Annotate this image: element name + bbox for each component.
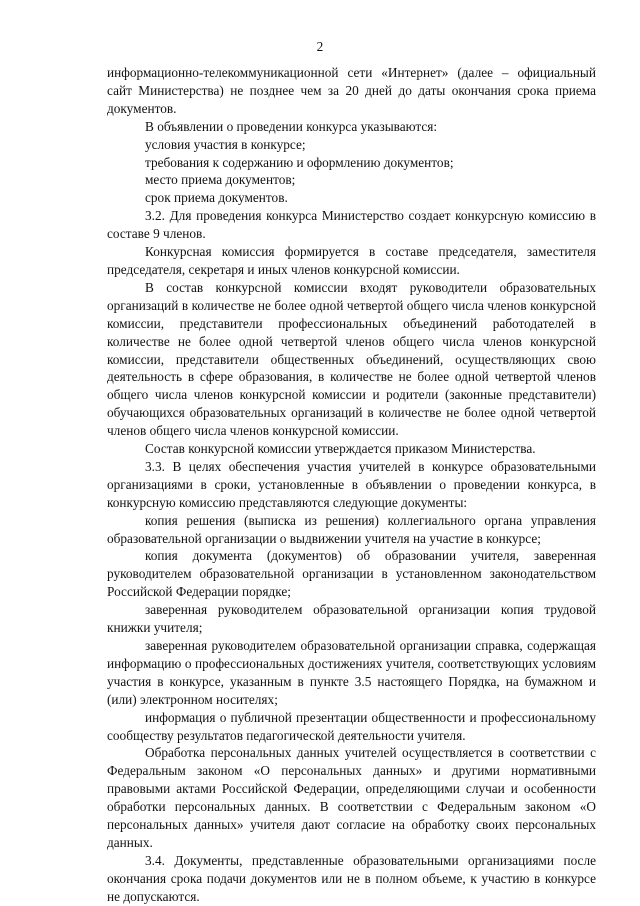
paragraph-3-2: 3.2. Для проведения конкурса Министерство создает конкурсную комиссию в составе 9 членов. [107, 208, 596, 242]
document-item-decision-copy: копия решения (выписка из решения) коллегиального органа управления образовательной организации о выдвижении учителя на участие в конкурсе; [107, 512, 596, 546]
paragraph-continuation: информационно-телекоммуникационной сети «Интернет» (далее – официальный сайт Министерства) не позднее чем за 20 дней до даты окончания срока приема документов. [107, 65, 596, 116]
list-item-deadline: срок приема документов. [145, 190, 288, 206]
paragraph-commission-formation: Конкурсная комиссия формируется в составе председателя, заместителя председателя, секретаря и иных членов конкурсной комиссии. [107, 244, 596, 277]
list-item-conditions: условия участия в конкурсе; [145, 136, 306, 152]
paragraph-commission-members: В состав конкурсной комиссии входят руководители образовательных организаций в количестве не более одной четвертой общего числа членов конкурсной комиссии, представители профессиональных объединений работодателей в количестве не более одной четвертой членов общего числа членов конкурсной комиссии, представители общественных объединений, осуществляющих свою деятельность в сфере образования, в количестве не более одной четвертой членов общего числа членов конкурсной комиссии и родители (законные представители) обучающихся образовательных организаций в количестве не более одной четвертой членов общего числа членов конкурсной комиссии. [107, 279, 596, 439]
document-item-work-book: заверенная руководителем образовательной организации копия трудовой книжки учителя; [107, 602, 596, 636]
document-item-presentation: информация о публичной презентации общественности и профессиональному сообществу результатов педагогической деятельности учителя. [107, 709, 596, 743]
paragraph-3-4: 3.4. Документы, представленные образовательными организациями после окончания срока подачи документов или не в полном объеме, к участию в конкурсе не допускаются. [107, 852, 596, 904]
document-item-education-copy: копия документа (документов) об образовании учителя, заверенная руководителем образовательной организации в установленном законодательством Российской Федерации порядке; [107, 548, 596, 600]
paragraph-personal-data: Обработка персональных данных учителей осуществляется в соответствии с Федеральным законом «О персональных данных» и другими нормативными правовыми актами Российской Федерации, определяющими случаи и особенности обработки персональных данных. В соответствии с Федеральным законом «О персональных данных» учителя дают согласие на обработку своих персональных данных. [107, 745, 596, 850]
paragraph-3-3: 3.3. В целях обеспечения участия учителей в конкурсе образовательными организациями в сроки, установленные в объявлении о проведении конкурса, в конкурсную комиссию представляются следующие документы: [107, 458, 596, 510]
page-number: 2 [316, 39, 324, 54]
list-item-requirements: требования к содержанию и оформлению документов; [145, 154, 454, 170]
paragraph-commission-approval: Состав конкурсной комиссии утверждается приказом Министерства. [145, 441, 536, 457]
paragraph-announcement-intro: В объявлении о проведении конкурса указываются: [145, 118, 438, 134]
document-body [107, 64, 596, 906]
document-item-achievements: заверенная руководителем образовательной организации справка, содержащая информацию о профессиональных достижениях учителя, соответствующих условиям участия в конкурсе, указанным в пункте 3.5 настоящего Порядка, на бумажном и (или) электронном носителях; [107, 638, 596, 707]
list-item-place: место приема документов; [145, 172, 296, 188]
